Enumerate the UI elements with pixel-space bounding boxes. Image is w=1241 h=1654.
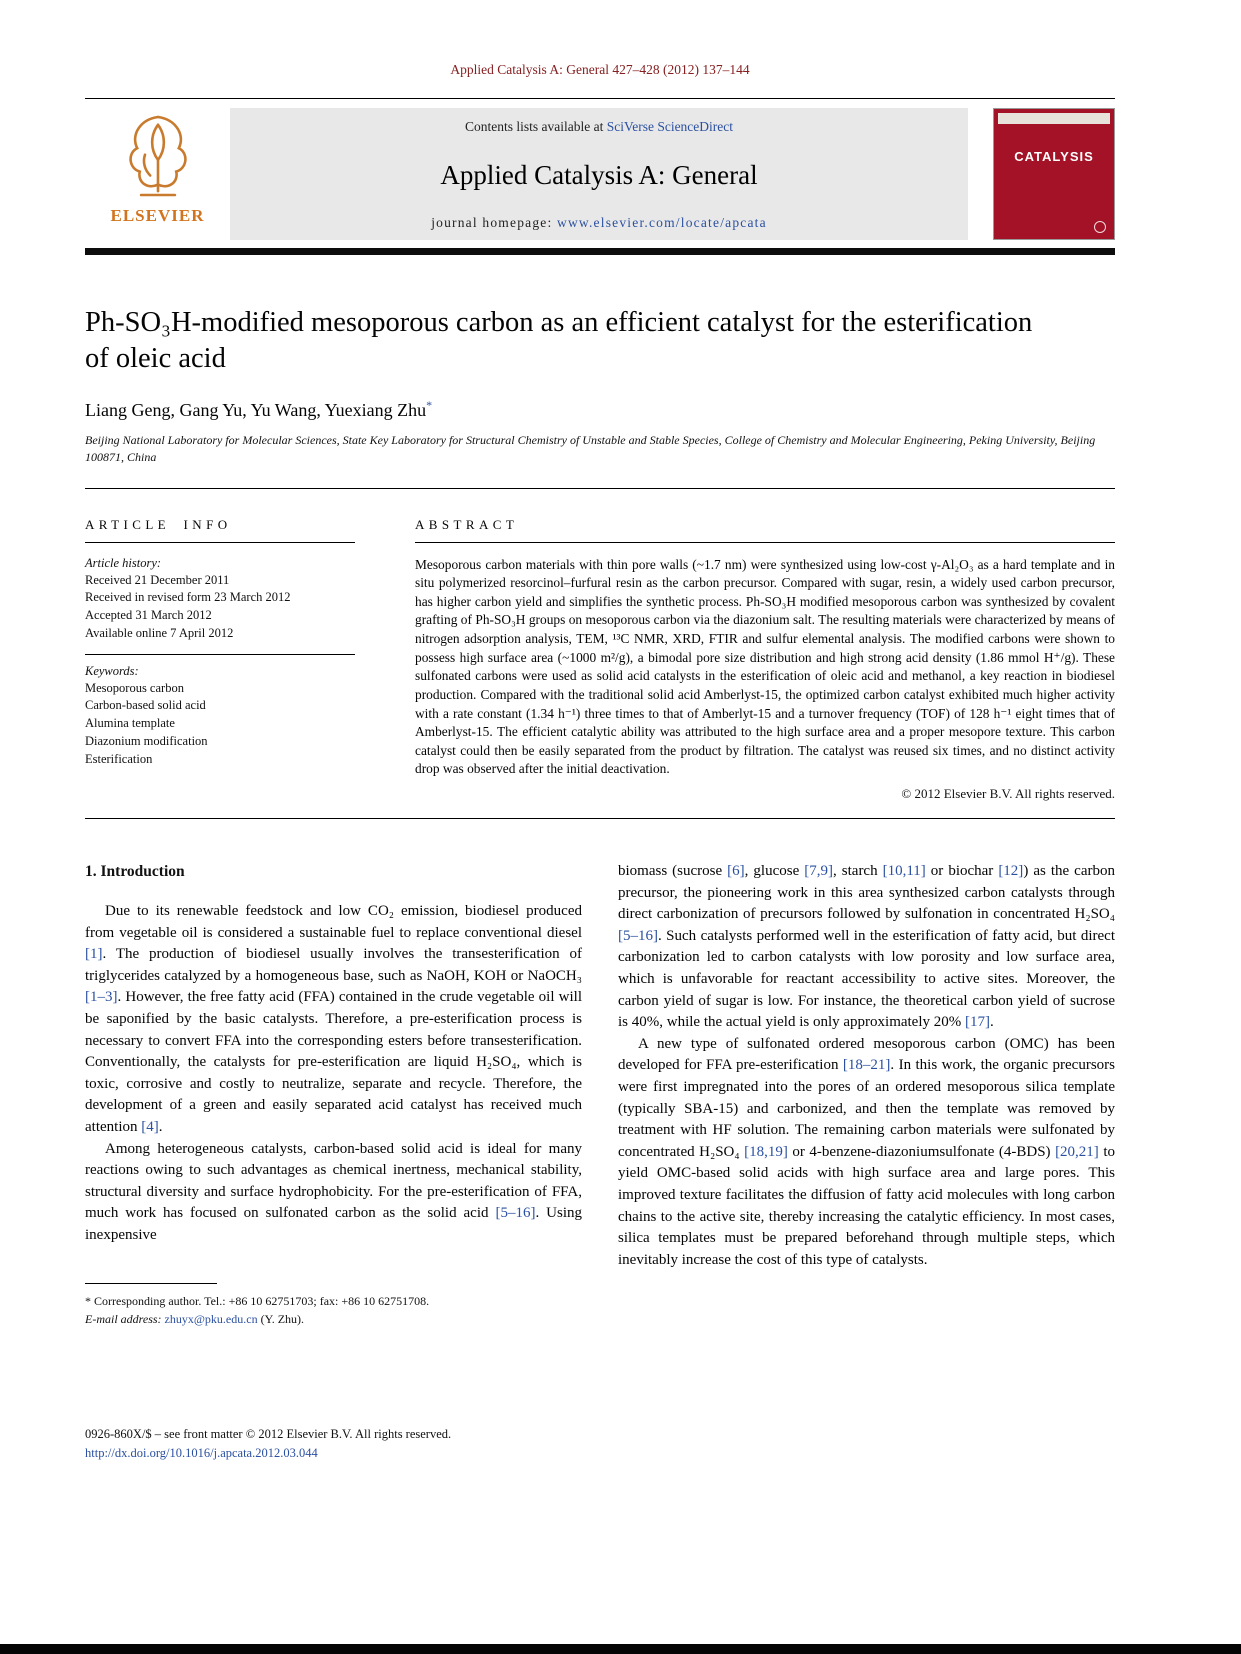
- issn-line: 0926-860X/$ – see front matter © 2012 Elsevier B.V. All rights reserved.: [85, 1427, 452, 1442]
- homepage-prefix: journal homepage:: [431, 215, 558, 230]
- citation-ref[interactable]: [17]: [965, 1014, 991, 1031]
- citation-ref[interactable]: [18–21]: [842, 1057, 891, 1074]
- article-body: [85, 861, 1115, 1401]
- journal-homepage-link[interactable]: www.elsevier.com/locate/apcata: [557, 215, 767, 230]
- citation-ref[interactable]: [7,9]: [804, 863, 834, 880]
- citation-ref[interactable]: [6]: [727, 863, 745, 880]
- history-accepted: Accepted 31 March 2012: [85, 608, 212, 623]
- authors: Liang Geng, Gang Yu, Yu Wang, Yuexiang Zhu: [85, 399, 427, 420]
- cover-title: CATALYSIS: [1014, 149, 1094, 164]
- keyword-item: Alumina template: [85, 716, 175, 731]
- masthead: [85, 108, 1115, 240]
- journal-citation: Applied Catalysis A: General 427–428 (2012) 137–144: [450, 62, 750, 77]
- title-block-rule: [85, 488, 1115, 489]
- keyword-item: Mesoporous carbon: [85, 680, 184, 695]
- publication-footer: [85, 1425, 1115, 1464]
- keywords-label: Keywords:: [85, 663, 139, 678]
- intro-paragraph-3: biomass (sucrose [6], glucose [7,9], starch [10,11] or biochar [12]) as the carbon precursor, the pioneering work in this area synthesized carbon catalysts through direct carbonization of precursors followed by sulfonation in concentrated H₂SO₄ [5–16]. Such catalysts performed well in the esterification of fatty acid, but direct carbonization led to carbon catalysts with low porosity and low surface area, which is unfavorable for reactant accessibility to active sites. Moreover, the carbon yield of sugar is low. For instance, the theoretical carbon yield of sucrose is 40%, while the actual yield is only approximately 20% [17].: [618, 863, 1115, 1031]
- abstract-head-rule: [415, 542, 1115, 543]
- cover-top-strip: [998, 113, 1110, 124]
- abstract-heading: ABSTRACT: [415, 516, 519, 532]
- citation-ref[interactable]: [10,11]: [882, 863, 926, 880]
- journal-title: Applied Catalysis A: General: [440, 159, 758, 190]
- history-available-online: Available online 7 April 2012: [85, 625, 234, 640]
- elsevier-wordmark: ELSEVIER: [110, 206, 205, 225]
- article-history-label: Article history:: [85, 555, 162, 570]
- abstract-bottom-rule: [85, 818, 1115, 819]
- info-abstract-section: [85, 517, 1115, 803]
- contents-line: [240, 119, 958, 135]
- footnote-rule: [85, 1283, 217, 1284]
- article-info-column: [85, 517, 355, 803]
- introduction-heading: 1. Introduction: [85, 863, 185, 881]
- citation-ref[interactable]: [12]: [998, 863, 1024, 880]
- abstract-column: [415, 517, 1115, 803]
- body-right-column: [618, 861, 1115, 1401]
- citation-ref[interactable]: [20,21]: [1055, 1143, 1099, 1160]
- affiliation: Beijing National Laboratory for Molecular Sciences, State Key Laboratory for Structural Chemistry of Unstable and Stable Species, College of Chemistry and Molecular Engineering, Peking University, Beijing 100871, China: [85, 432, 1096, 464]
- keyword-item: Diazonium modification: [85, 733, 208, 748]
- elsevier-tree-icon: [119, 110, 197, 202]
- article-info-head-rule: [85, 542, 355, 543]
- intro-paragraph-2: Among heterogeneous catalysts, carbon-based solid acid is ideal for many reactions owing to such advantages as chemical inertness, mechanical stability, structural diversity and surface hydrophobicity. For the pre-esterification of FFA, much work has focused on sulfonated carbon as the solid acid [5–16]. Using inexpensive: [85, 1140, 582, 1243]
- cover-elsevier-mark: [1094, 221, 1106, 233]
- doi-link[interactable]: http://dx.doi.org/10.1016/j.apcata.2012.03.044: [85, 1446, 318, 1461]
- citation-ref[interactable]: [4]: [141, 1118, 159, 1135]
- keyword-item: Carbon-based solid acid: [85, 698, 206, 713]
- contents-prefix: Contents lists available at: [464, 119, 607, 134]
- journal-cover-thumbnail: [993, 108, 1115, 240]
- page-bottom-bar: [0, 1644, 1241, 1654]
- citation-ref[interactable]: [1–3]: [85, 989, 118, 1006]
- body-left-column: [85, 861, 582, 1401]
- email-line: [85, 1310, 582, 1328]
- header-top-rule: [85, 98, 1115, 99]
- citation-ref[interactable]: [1]: [85, 946, 103, 963]
- homepage-line: [240, 215, 958, 231]
- citation-ref[interactable]: [18,19]: [744, 1143, 788, 1160]
- citation-ref[interactable]: [5–16]: [495, 1205, 536, 1222]
- history-revised: Received in revised form 23 March 2012: [85, 590, 291, 605]
- journal-banner: [230, 108, 968, 240]
- author-line: [85, 398, 1115, 421]
- masthead-divider-bar: [85, 248, 1115, 255]
- email-label: E-mail address:: [85, 1311, 162, 1326]
- sciencedirect-link[interactable]: SciVerse ScienceDirect: [606, 119, 734, 134]
- intro-paragraph-4: A new type of sulfonated ordered mesoporous carbon (OMC) has been developed for FFA pre-esterification [18–21]. In this work, the organic precursors were first impregnated into the pores of an ordered mesoporous silica template (typically SBA-15) and carbonized, and then the template was removed by treatment with HF solution. The remaining carbon materials were sulfonated by concentrated H₂SO₄ [18,19] or 4-benzene-diazoniumsulfonate (4-BDS) [20,21] to yield OMC-based solid acids with high surface area and large pores. This improved texture facilitates the diffusion of fatty acid molecules with long carbon chains to the active site, thereby increasing the catalytic efficiency. In most cases, silica templates must be prepared beforehand through multiple steps, which inevitably increase the cost of this type of catalysts.: [618, 1035, 1116, 1268]
- elsevier-logo: [85, 108, 230, 240]
- corresponding-author-mark[interactable]: *: [426, 397, 433, 412]
- copyright-line: © 2012 Elsevier B.V. All rights reserved.: [901, 786, 1115, 802]
- keyword-item: Esterification: [85, 751, 153, 766]
- intro-paragraph-1: Due to its renewable feedstock and low CO₂ emission, biodiesel produced from vegetable oil is considered a sustainable fuel to replace conventional diesel [1]. The production of biodiesel usually involves the transesterification of triglycerides catalyzed by a homogeneous base, such as NaOH, KOH or NaOCH₃ [1–3]. However, the free fatty acid (FFA) contained in the crude vegetable oil will be saponified by the basic catalysts. Therefore, a pre-esterification process is necessary to convert FFA into the corresponding esters before transesterification. Conventionally, the catalysts for pre-esterification are liquid H₂SO₄, which is toxic, corrosive and costly to neutralize, separate and recycle. Therefore, the development of a green and easily separated acid catalyst has received much attention [4].: [85, 903, 582, 1135]
- footnote-block: [85, 1283, 582, 1328]
- email-suffix: (Y. Zhu).: [257, 1311, 305, 1326]
- page-content: [85, 0, 1115, 1464]
- citation-ref[interactable]: [5–16]: [618, 927, 658, 944]
- history-received: Received 21 December 2011: [85, 572, 230, 587]
- article-info-heading: ARTICLE INFO: [85, 516, 232, 532]
- info-separator-rule: [85, 654, 355, 655]
- abstract-text: Mesoporous carbon materials with thin pore walls (~1.7 nm) were synthesized using low-cost γ-Al₂O₃ as a hard template and in situ polymerized resorcinol–furfural resin as the carbon precursor. Compared with sugar, resin, a widely used carbon precursor, has higher carbon yield and simplifies the synthetic process. Ph-SO₃H modified mesoporous carbon was synthesized by covalent grafting of Ph-SO₃H groups on mesoporous carbon via the diazonium salt. The resulting materials were characterized by means of nitrogen adsorption analysis, TEM, ¹³C NMR, XRD, FTIR and sulfur elemental analysis. The modified carbons were shown to possess high surface area (~1000 m²/g), a bimodal pore size distribution and high strong acid density (1.86 mmol H⁺/g). These sulfonated carbons were used as solid acid catalysts in the esterification of oleic acid and methanol, a key reaction in biodiesel production. Compared with the traditional solid acid Amberlyst-15, the optimized carbon catalyst exhibited much higher activity with a rate constant (1.34 h⁻¹) three times to that of Amberlyt-15 and a turnover frequency (TOF) of 128 h⁻¹ eight times that of Amberlyst-15. The efficient catalytic ability was attributed to the high surface area and a proper mesopore texture. This carbon catalyst could then be easily separated from the product by filtration. The catalyst was reused six times, and no distinct activity drop was observed after the initial deactivation.: [415, 556, 1115, 777]
- corresponding-author-note: * Corresponding author. Tel.: +86 10 62751703; fax: +86 10 62751708.: [85, 1293, 430, 1308]
- email-link[interactable]: zhuyx@pku.edu.cn: [164, 1311, 258, 1326]
- article-title: Ph-SO₃H-modified mesoporous carbon as an efficient catalyst for the esterification of oleic acid: [85, 307, 1033, 375]
